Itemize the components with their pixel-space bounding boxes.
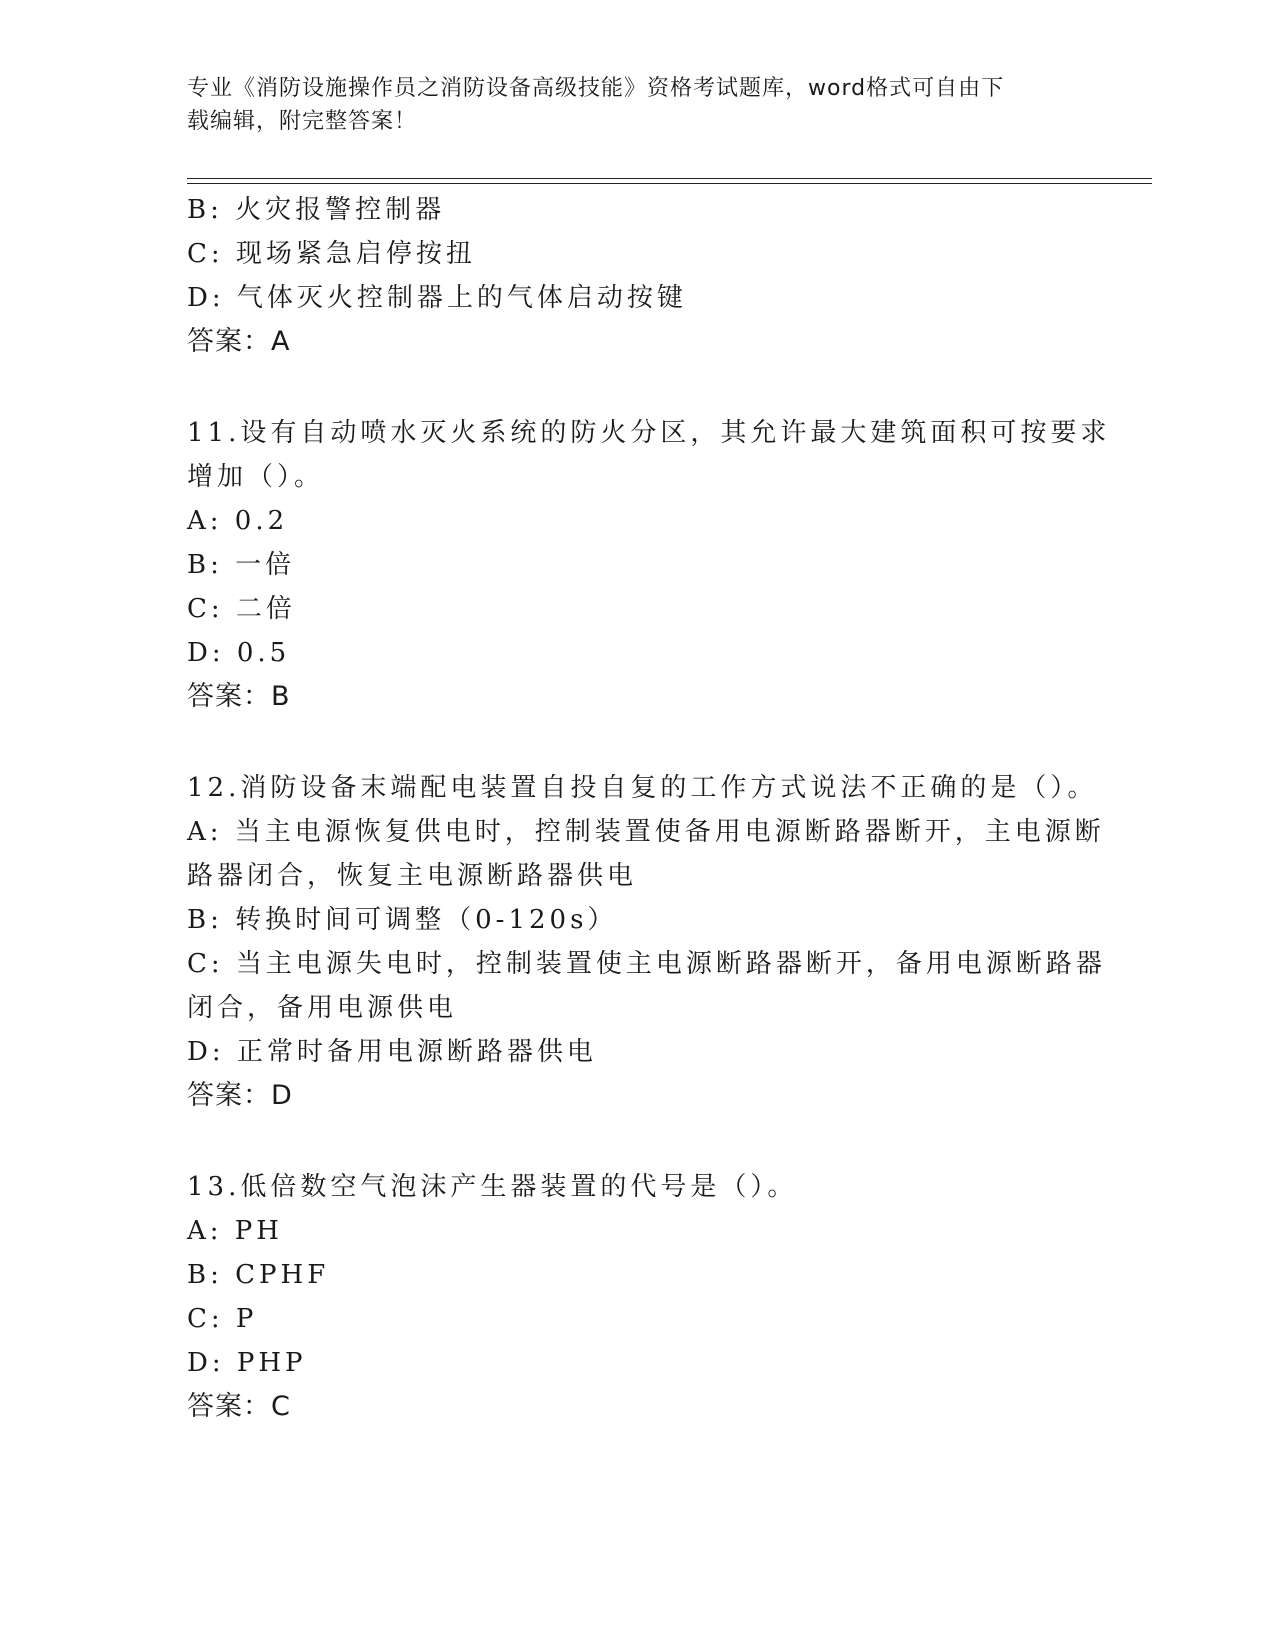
q13-option-b: B: CPHF	[187, 1260, 330, 1290]
header-line-1: 专业《消防设施操作员之消防设备高级技能》资格考试题库，word格式可自由下	[187, 76, 1005, 101]
q12-option-c-line-1: C: 当主电源失电时，控制装置使主电源断路器断开，备用电源断路器	[187, 949, 1106, 979]
q12-option-a-line-2: 路器闭合，恢复主电源断路器供电	[187, 861, 638, 891]
q11-option-a: A: 0.2	[187, 506, 289, 536]
q13-option-c: C: P	[187, 1304, 258, 1334]
q13-option-d: D: PHP	[187, 1348, 307, 1378]
q13-option-a: A: PH	[187, 1216, 283, 1246]
q11-option-c: C: 二倍	[187, 594, 296, 624]
q10-option-b: B: 火灾报警控制器	[187, 195, 446, 225]
q12-option-c-line-2: 闭合，备用电源供电	[187, 993, 458, 1023]
header-divider-bottom	[187, 183, 1152, 184]
q12-stem: 12.消防设备末端配电装置自投自复的工作方式说法不正确的是（）。	[187, 773, 1098, 803]
header-divider-top	[187, 178, 1152, 179]
q11-option-d: D: 0.5	[187, 638, 291, 668]
q12-option-a-line-1: A: 当主电源恢复供电时，控制装置使备用电源断路器断开，主电源断	[187, 817, 1105, 847]
q12-answer: 答案：D	[187, 1080, 293, 1111]
document-header	[187, 72, 1087, 138]
q12-option-d: D: 正常时备用电源断路器供电	[187, 1037, 597, 1067]
q12-option-b: B: 转换时间可调整（0-120s）	[187, 905, 618, 935]
q13-stem: 13.低倍数空气泡沫产生器装置的代号是（）。	[187, 1172, 798, 1202]
q10-answer: 答案：A	[187, 326, 291, 357]
header-line-2: 载编辑，附完整答案！	[187, 109, 418, 134]
q10-option-d: D: 气体灭火控制器上的气体启动按键	[187, 283, 687, 313]
q11-answer: 答案：B	[187, 681, 291, 712]
q11-stem-line-2: 增加（）。	[187, 462, 325, 492]
q10-option-c: C: 现场紧急启停按扭	[187, 239, 476, 269]
q11-stem-line-1: 11.设有自动喷水灭火系统的防火分区，其允许最大建筑面积可按要求	[187, 418, 1111, 448]
q11-option-b: B: 一倍	[187, 550, 296, 580]
q13-answer: 答案：C	[187, 1391, 291, 1422]
